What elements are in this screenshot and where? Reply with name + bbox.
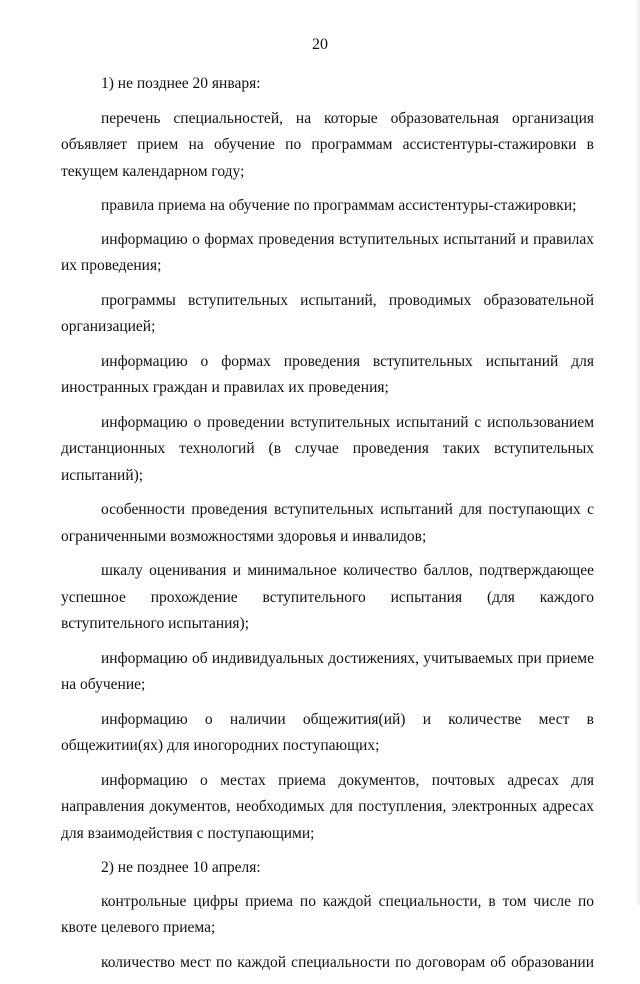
list-item-disability-features: особенности проведения вступительных испытаний для поступающих с ограниченными возможностями здоровья и инвалидов; <box>61 501 594 545</box>
list-item-document-addresses: информацию о местах приема документов, почтовых адресах для направления документов, необходимых для поступления, электронных адресах для взаимодействия с поступающими; <box>61 771 594 842</box>
page-number: 20 <box>312 36 328 53</box>
list-item-remote-exams: информацию о проведении вступительных испытаний с использованием дистанционных технологий (в случае проведения таких вступительных испытаний); <box>61 413 594 484</box>
document-body <box>61 71 594 984</box>
list-item-contract-places: количество мест по каждой специальности по договорам об образовании <box>101 953 594 971</box>
list-item-foreign-exam-forms: информацию о формах проведения вступительных испытаний для иностранных граждан и правилах их проведения; <box>61 352 594 396</box>
list-item-grading-scale: шкалу оценивания и минимальное количество баллов, подтверждающее успешное прохождение вступительного испытания (для каждого вступительного испытания); <box>61 562 594 632</box>
list-item-exam-forms: информацию о формах проведения вступительных испытаний и правилах их проведения; <box>61 230 594 274</box>
list-item-exam-programs: программы вступительных испытаний, проводимых образовательной организацией; <box>61 291 594 335</box>
list-item-dormitory: информацию о наличии общежития(ий) и количестве мест в общежитии(ях) для иногородних поступающих; <box>61 710 594 754</box>
list-item-deadline-january: 1) не позднее 20 января: <box>101 75 261 92</box>
list-item-specialties: перечень специальностей, на которые образовательная организация объявляет прием на обучение по программам ассистентуры-стажировки в текущем календарном году; <box>61 109 594 180</box>
list-item-control-figures: контрольные цифры приема по каждой специальности, в том числе по квоте целевого приема; <box>61 892 594 936</box>
list-item-individual-achievements: информацию об индивидуальных достижениях, учитываемых при приеме на обучение; <box>61 649 594 693</box>
list-item-admission-rules: правила приема на обучение по программам ассистентуры-стажировки; <box>101 197 577 214</box>
list-item-deadline-april: 2) не позднее 10 апреля: <box>101 859 261 876</box>
